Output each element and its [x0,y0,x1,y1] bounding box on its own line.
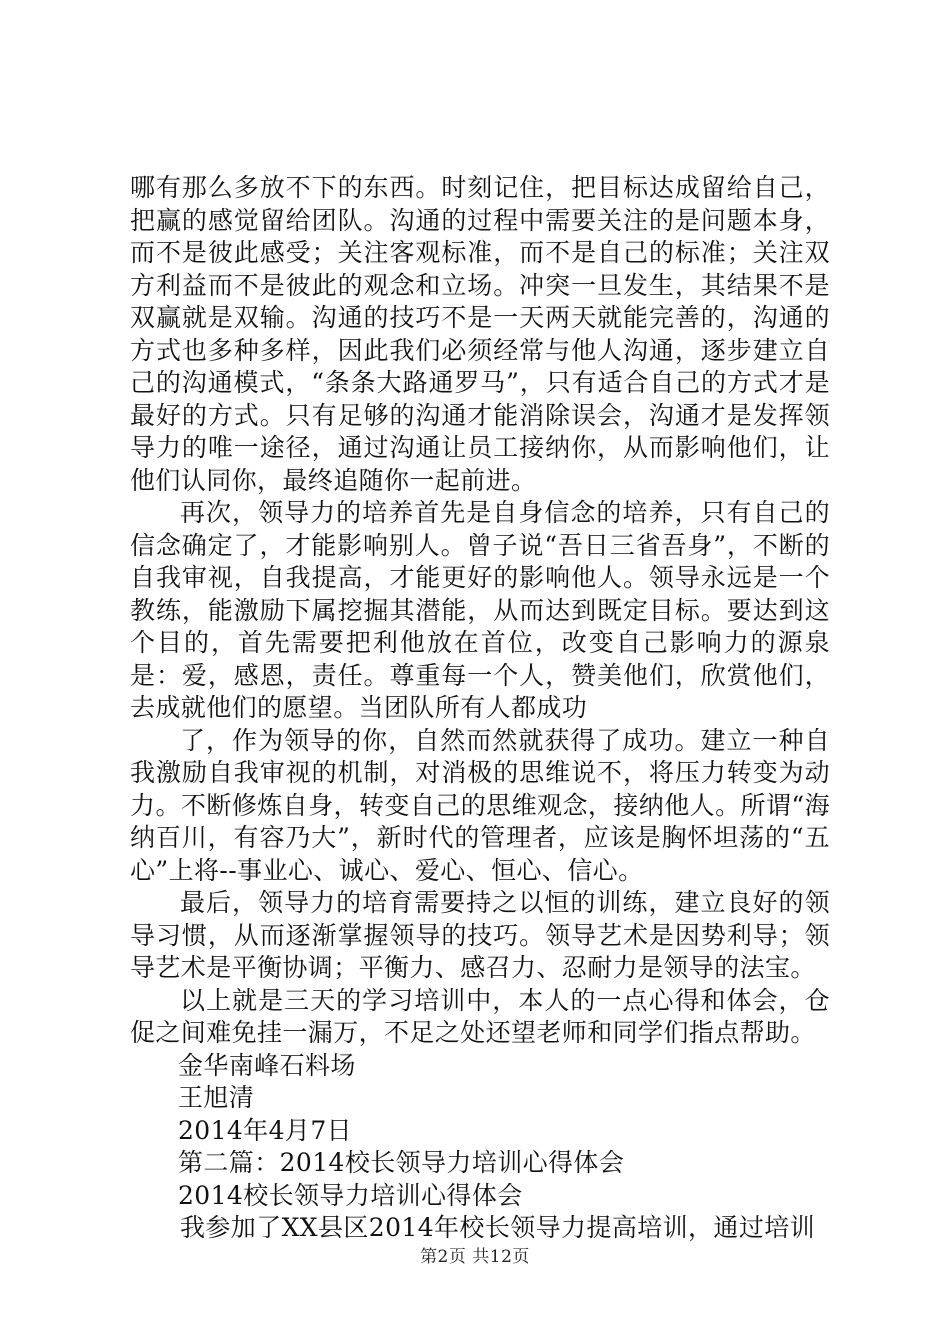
next-section-title: 2014校长领导力培训心得体会 [178,1180,523,1210]
signature-author: 王旭清 [178,1083,255,1112]
paragraph-5: 以上就是三天的学习培训中，本人的一点心得和体会，仓促之间难免挂一漏万，不足之处还望老师和同学们指点帮助。 [130,985,830,1047]
next-section-first-line: 我参加了XX县区2014年校长领导力提高培训，通过培训 [180,1213,816,1242]
document-body [130,172,830,1245]
signature-organization: 金华南峰石料场 [178,1050,356,1080]
paragraph-2: 再次，领导力的培养首先是自身信念的培养，只有自己的信念确定了，才能影响别人。曾子说“吾日三省吾身”，不断的自我审视，自我提高，才能更好的影响他人。领导永远是一个教练，能激励下属挖掘其潜能，从而达到既定目标。要达到这个目的，首先需要把利他放在首位，改变自己影响力的源泉是：爱，感恩，责任。尊重每一个人，赞美他们，欣赏他们，去成就他们的愿望。当团队所有人都成功 [130,498,830,722]
next-section-heading: 第二篇：2014校长领导力培训心得体会 [178,1148,625,1177]
paragraph-1: 哪有那么多放不下的东西。时刻记住，把目标达成留给自己，把赢的感觉留给团队。沟通的过程中需要关注的是问题本身，而不是彼此感受；关注客观标准，而不是自己的标准；关注双方利益而不是彼此的观念和立场。冲突一旦发生，其结果不是双赢就是双输。沟通的技巧不是一天两天就能完善的，沟通的方式也多种多样，因此我们必须经常与他人沟通，逐步建立自己的沟通模式，“条条大路通罗马”，只有适合自己的方式才是最好的方式。只有足够的沟通才能消除误会，沟通才是发挥领导力的唯一途径，通过沟通让员工接纳你，从而影响他们，让他们认同你，最终追随你一起前进。 [130,173,830,495]
paragraph-4: 最后，领导力的培育需要持之以恒的训练，建立良好的领导习惯，从而逐渐掌握领导的技巧。领导艺术是因势利导；领导艺术是平衡协调；平衡力、感召力、忍耐力是领导的法宝。 [130,888,830,982]
signature-date: 2014年4月7日 [178,1115,353,1145]
page-footer: 第2页 共12页 [420,1247,530,1267]
paragraph-3: 了，作为领导的你，自然而然就获得了成功。建立一种自我激励自我审视的机制，对消极的思维说不，将压力转变为动力。不断修炼自身，转变自己的思维观念，接纳他人。所谓“海纳百川，有容乃大”，新时代的管理者，应该是胸怀坦荡的“五心”上将--事业心、诚心、爱心、恒心、信心。 [130,725,830,885]
